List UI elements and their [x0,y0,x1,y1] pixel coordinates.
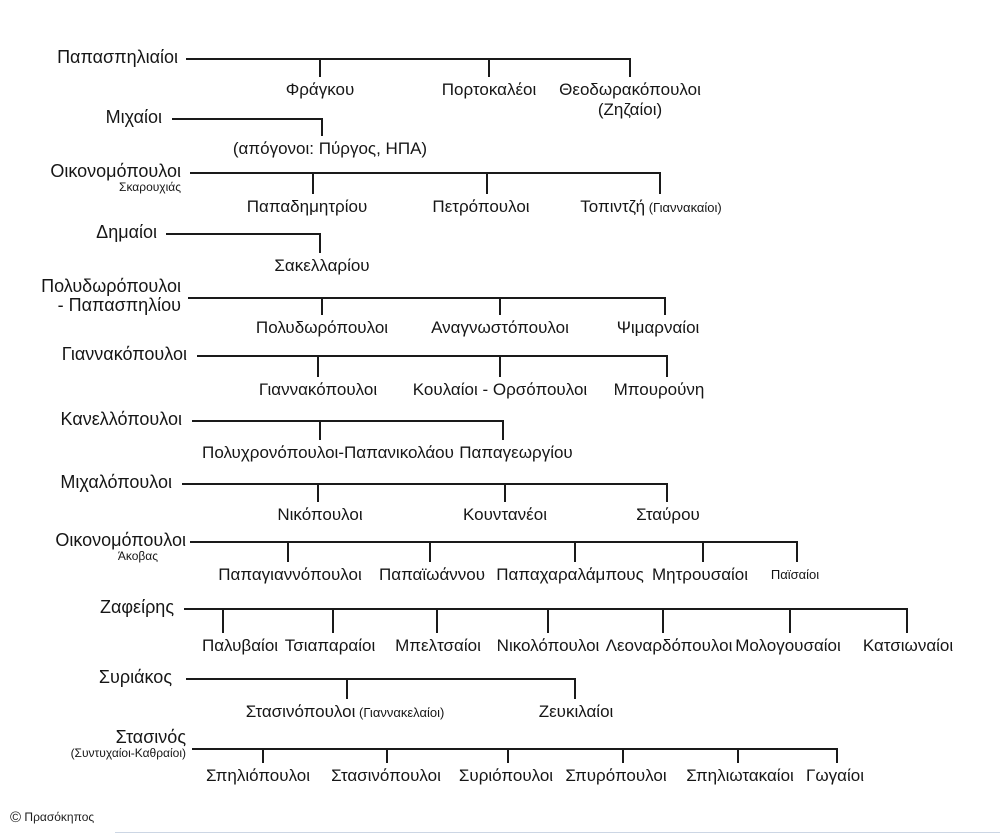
family-child-label: Πολυχρονόπουλοι-Παπανικολάου [202,443,454,462]
branch-tick [319,58,321,77]
branch-tick [488,58,490,77]
branch-tick [737,748,739,763]
branch-tick [574,541,576,562]
family-parent-label: Μιχαλόπουλοι [60,472,172,492]
family-child-label: Σακελλαρίου [274,256,370,275]
footer-rule [115,832,1000,833]
branch-tick [789,608,791,633]
family-child-label: Μητρουσαίοι [651,565,749,584]
branch-hline [190,541,797,543]
family-parent-label: Ζαφείρης [99,597,174,617]
family-parent-label: Στασινός (Συντυχαίοι-Καθραίοι) [70,727,186,760]
branch-hline [197,355,667,357]
branch-tick [622,748,624,763]
family-parent-subtitle: Σκαρουχιάς [119,180,181,194]
branch-tick [262,748,264,763]
family-child-label: (απόγονοι: Πύργος, ΗΠΑ) [232,139,428,158]
branch-hline [186,58,630,60]
branch-tick [317,355,319,377]
family-child-label: Σπηλιόπουλοι [205,766,311,785]
family-parent-subtitle: Άκοβας [117,549,158,563]
family-child-label: Παπαγεωργίου [459,443,573,462]
family-child-label: Παπαϊωάννου [378,565,486,584]
branch-tick [321,297,323,315]
branch-tick [502,420,504,440]
family-child-label: Θεοδωρακόπουλοι (Ζηζαίοι) [559,80,701,119]
branch-tick [547,608,549,633]
family-child-paren: (Γιαννακαίοι) [645,200,722,215]
family-child-label: Φράγκου [285,80,355,99]
branch-tick [659,172,661,194]
family-child-label: Νικολόπουλοι [496,636,600,655]
family-child-label: Τσιαπαραίοι [284,636,376,655]
family-parent-subtitle: (Συντυχαίοι-Καθραίοι) [70,746,186,760]
branch-tick [317,483,319,502]
branch-hline [186,678,575,680]
family-child-label: Ψιμαρναίοι [616,318,700,337]
branch-hline [190,172,660,174]
family-parent-label: Οικονομόπουλοι Άκοβας [55,530,186,563]
family-parent-label: Γιαννακόπουλοι [61,344,187,364]
branch-hline [166,233,320,235]
branch-hline [182,483,667,485]
family-child-label: Αναγνωστόπουλοι [431,318,569,337]
branch-tick [504,483,506,502]
family-child-label: Γωγαίοι [806,766,864,785]
branch-tick [321,118,323,136]
branch-hline [172,118,322,120]
family-parent-label: Παπασπηλιαίοι [57,47,178,67]
family-child-label: Παϊσαίοι [770,567,820,582]
branch-tick [629,58,631,77]
family-child-label: Τοπιντζή (Γιαννακαίοι) [580,197,722,216]
family-child-label: Μολογουσαίοι [735,636,841,655]
family-child-paren: (Γιαννακελαίοι) [355,705,445,720]
family-child-label: Πετρόπουλοι [432,197,530,216]
copyright-icon: © [10,809,22,826]
branch-tick [499,297,501,315]
family-child-label: Μπελτσαίοι [395,636,481,655]
branch-hline [192,748,837,750]
branch-tick [346,678,348,699]
branch-tick [499,355,501,377]
family-child-label: Κουλαίοι - Ορσόπουλοι [412,380,588,399]
family-child-label: Κουντανέοι [463,505,547,524]
branch-tick [796,541,798,562]
copyright-note [10,809,94,826]
family-parent-label: Οικονομόπουλοι Σκαρουχιάς [50,161,181,194]
family-parent-label: Συριάκος [98,667,172,687]
family-child-label: Στασινόπουλοι [331,766,441,785]
family-child-label: Κατσιωναίοι [862,636,954,655]
branch-tick [312,172,314,194]
family-child-label: Σταύρου [636,505,700,524]
family-child-label: Παπαδημητρίου [246,197,368,216]
family-parent-label: Πολυδωρόπουλοι - Παπασπηλίου [41,276,181,315]
family-parent-label: Μιχαίοι [105,107,162,127]
branch-tick [486,172,488,194]
family-child-label: Πορτοκαλέοι [441,80,537,99]
branch-hline [184,608,908,610]
branch-tick [507,748,509,763]
family-child-label: Γιαννακόπουλοι [258,380,378,399]
branch-tick [906,608,908,633]
branch-hline [192,420,503,422]
family-parent-label: Κανελλόπουλοι [60,409,182,429]
branch-tick [429,541,431,562]
copyright-author: Πρασόκηπος [24,810,95,824]
branch-tick [662,608,664,633]
branch-tick [836,748,838,763]
family-child-label: Παπαχαραλάμπους [496,565,644,584]
family-child-label: Πολυδωρόπουλοι [255,318,389,337]
branch-tick [666,355,668,377]
family-child-label: Συριόπουλοι [458,766,554,785]
family-child-label: Στασινόπουλοι (Γιαννακελαίοι) [245,702,445,721]
branch-tick [319,233,321,253]
branch-tick [332,608,334,633]
family-child-label: Παλυβαίοι [201,636,279,655]
family-child-label: Ζευκιλαίοι [538,702,614,721]
family-child-label: Μπουρούνη [613,380,705,399]
branch-tick [574,678,576,699]
branch-tick [287,541,289,562]
family-child-label: Λεοναρδόπουλοι [605,636,733,655]
branch-tick [319,420,321,440]
branch-tick [222,608,224,633]
branch-tick [664,297,666,315]
family-child-label: Σπηλιωτακαίοι [686,766,794,785]
branch-tick [386,748,388,763]
branch-tick [436,608,438,633]
branch-hline [188,297,665,299]
branch-tick [666,483,668,502]
branch-tick [702,541,704,562]
family-child-label: Παπαγιαννόπουλοι [218,565,362,584]
family-child-label: Σπυρόπουλοι [565,766,667,785]
family-child-label: Νικόπουλοι [277,505,363,524]
family-parent-label: Δημαίοι [96,222,157,242]
